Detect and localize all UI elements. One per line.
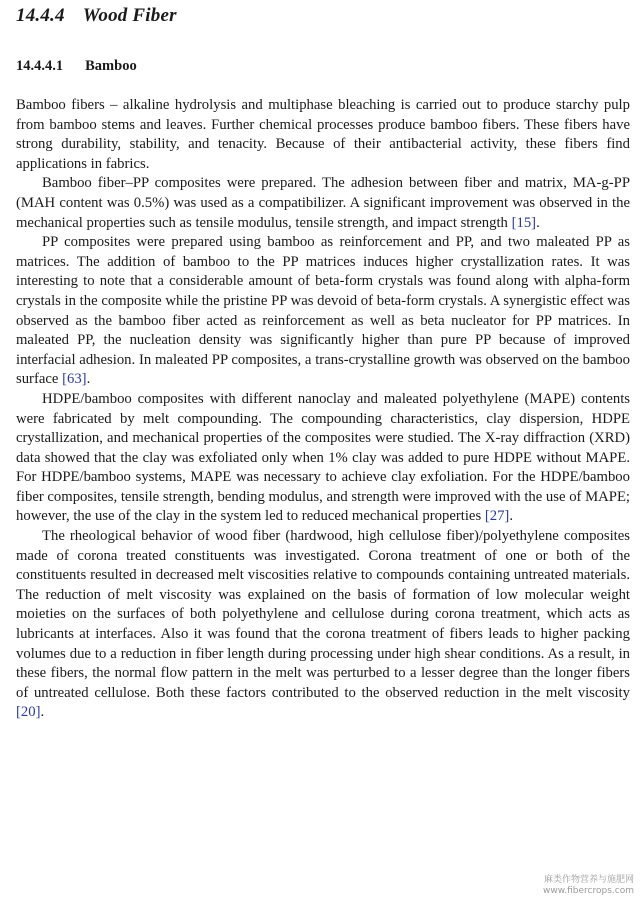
section-title: Wood Fiber xyxy=(82,5,177,26)
subsection-heading xyxy=(16,58,137,75)
subsection-title: Bamboo xyxy=(85,58,137,74)
citation-link[interactable]: [63] xyxy=(62,371,87,388)
section-heading xyxy=(16,5,177,27)
paragraph: HDPE/bamboo composites with different nanoclay and maleated polyethylene (MAPE) contents were fabricated by melt compounding. The compounding characteristics, clay dispersion, HDPE crystallization, and mechanical properties of the composites were studied. The X-ray diffraction (XRD) data showed that the clay was exfoliated only when 1% clay was added to pure HDPE without MAPE. For HDPE/bamboo systems, MAPE was necessary to achieve clay exfoliation. For the HDPE/bamboo fiber composites, tensile strength, bending modulus, and strength were improved with the use of MAPE; however, the use of the clay in the system led to reduced mechanical properties [27]. xyxy=(16,390,630,525)
watermark xyxy=(543,875,634,897)
citation-link[interactable]: [15] xyxy=(511,214,537,231)
paragraph: PP composites were prepared using bamboo as reinforcement and PP, and two maleated PP as matrices. The addition of bamboo to the PP matrices induces higher crystallization rates. It was interesting to note that a considerable amount of beta-form crystals was found along with alpha-form crystals in the composite while the pristine PP was devoid of beta-form crystals. A synergistic effect was observed as the bamboo fiber acted as reinforcement as well as beta nucleator for PP matrices. In maleated PP, the nucleation density was significantly higher than pure PP because of improved interfacial adhesion. In maleated PP composites, a trans-crystalline growth was observed on the bamboo surface [63]. xyxy=(16,234,630,388)
paragraph: Bamboo fiber–PP composites were prepared. The adhesion between fiber and matrix, MA-g-PP (MAH content was 0.5%) was used as a compatibilizer. A significant improvement was observed in the mechanical properties such as tensile modulus, tensile strength, and impact strength [15]. xyxy=(16,175,630,231)
watermark-url: www.fibercrops.com xyxy=(543,886,634,896)
paragraph: The rheological behavior of wood fiber (hardwood, high cellulose fiber)/polyethylene composites made of corona treated constituents was investigated. Corona treatment of one or both of the constituents resulted in decreased melt viscosities relative to compounds containing untreated materials. The reduction of melt viscosity was explained on the basis of formation of low molecular weight moieties on the surfaces of both polyethylene and cellulose during corona treatment, which acts as lubricants at interfaces. Also it was found that the corona treatment of fibers leads to higher packing volumes due to a reduction in fiber length during processing under high shear conditions. As a result, in these fibers, the normal flow pattern in the melt was perturbed to a lesser degree than the longer fibers of untreated cellulose. Both these factors contributed to the observed reduction in the melt viscosity [20]. xyxy=(16,528,630,721)
body-text xyxy=(16,96,630,723)
citation-link[interactable]: [20] xyxy=(16,704,41,721)
section-number: 14.4.4 xyxy=(16,5,65,26)
subsection-number: 14.4.4.1 xyxy=(16,58,64,74)
watermark-site-name: 麻类作物营养与施肥网 xyxy=(543,875,634,885)
citation-link[interactable]: [27] xyxy=(484,508,510,525)
paragraph: Bamboo fibers – alkaline hydrolysis and multiphase bleaching is carried out to produce starchy pulp from bamboo stems and leaves. Further chemical processes produce bamboo fibers. These fibers have strong durability, stability, and tenacity. Because of their antibacterial activity, these fibers find applications in fabrics. xyxy=(16,97,630,172)
